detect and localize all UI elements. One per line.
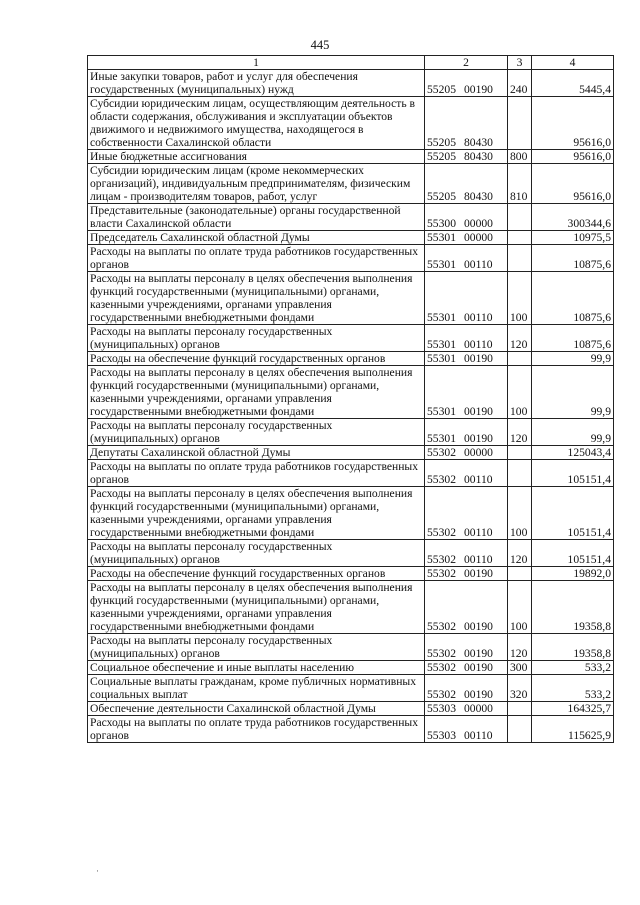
row-expense-type bbox=[508, 460, 532, 487]
header-col-3: 3 bbox=[508, 56, 532, 70]
row-code-section: 55303 bbox=[427, 702, 456, 715]
row-code-section: 55205 bbox=[427, 136, 456, 149]
row-code-section: 55302 bbox=[427, 647, 456, 660]
row-sum: 19892,0 bbox=[532, 567, 614, 581]
row-code-target: 00110 bbox=[463, 338, 493, 351]
row-expense-type: 240 bbox=[508, 70, 532, 97]
row-name: Расходы на выплаты по оплате труда работников государственных органов bbox=[88, 245, 425, 272]
row-code bbox=[425, 716, 508, 743]
row-sum: 95616,0 bbox=[532, 150, 614, 164]
row-expense-type bbox=[508, 702, 532, 716]
row-code-target: 00190 bbox=[463, 567, 493, 580]
row-expense-type: 100 bbox=[508, 366, 532, 419]
row-expense-type: 120 bbox=[508, 325, 532, 352]
row-name: Расходы на обеспечение функций государственных органов bbox=[88, 352, 425, 366]
row-code bbox=[425, 702, 508, 716]
row-code-section: 55301 bbox=[427, 231, 456, 244]
table-row bbox=[88, 352, 614, 366]
row-code-section: 55302 bbox=[427, 661, 456, 674]
row-code-section: 55205 bbox=[427, 190, 456, 203]
row-name: Расходы на выплаты по оплате труда работников государственных органов bbox=[88, 460, 425, 487]
table-row bbox=[88, 675, 614, 702]
row-expense-type bbox=[508, 204, 532, 231]
row-code-target: 00190 bbox=[463, 688, 493, 701]
row-sum: 99,9 bbox=[532, 366, 614, 419]
row-expense-type: 300 bbox=[508, 661, 532, 675]
row-code bbox=[425, 272, 508, 325]
row-code bbox=[425, 581, 508, 634]
row-code-section: 55301 bbox=[427, 352, 456, 365]
row-code-target: 00000 bbox=[463, 217, 493, 230]
row-name: Расходы на выплаты персоналу в целях обеспечения выполнения функций государственными (муниципальными) органами, казенными учреждениями, органами управления государственными внебюджетными фондами bbox=[88, 581, 425, 634]
row-code bbox=[425, 204, 508, 231]
row-code-section: 55302 bbox=[427, 473, 456, 486]
row-code-section: 55302 bbox=[427, 526, 456, 539]
row-code-target: 00190 bbox=[463, 352, 493, 365]
row-name: Расходы на выплаты по оплате труда работников государственных органов bbox=[88, 716, 425, 743]
row-sum: 300344,6 bbox=[532, 204, 614, 231]
row-code bbox=[425, 675, 508, 702]
row-expense-type: 120 bbox=[508, 540, 532, 567]
row-sum: 95616,0 bbox=[532, 164, 614, 204]
row-code-section: 55205 bbox=[427, 83, 456, 96]
table-row bbox=[88, 634, 614, 661]
row-name: Расходы на выплаты персоналу государственных (муниципальных) органов bbox=[88, 634, 425, 661]
row-sum: 5445,4 bbox=[532, 70, 614, 97]
row-code bbox=[425, 487, 508, 540]
row-code-target: 00190 bbox=[463, 83, 493, 96]
row-name: Субсидии юридическим лицам (кроме некоммерческих организаций), индивидуальным предпринимателям, физическим лицам - производителям товаров, работ, услуг bbox=[88, 164, 425, 204]
header-col-4: 4 bbox=[532, 56, 614, 70]
row-sum: 533,2 bbox=[532, 661, 614, 675]
row-sum: 10875,6 bbox=[532, 325, 614, 352]
row-expense-type: 120 bbox=[508, 419, 532, 446]
row-sum: 164325,7 bbox=[532, 702, 614, 716]
row-code bbox=[425, 634, 508, 661]
row-name: Расходы на выплаты персоналу государственных (муниципальных) органов bbox=[88, 540, 425, 567]
row-name: Расходы на выплаты персоналу государственных (муниципальных) органов bbox=[88, 325, 425, 352]
row-sum: 115625,9 bbox=[532, 716, 614, 743]
row-code-target: 00110 bbox=[463, 526, 493, 539]
header-col-1: 1 bbox=[88, 56, 425, 70]
row-name: Расходы на выплаты персоналу государственных (муниципальных) органов bbox=[88, 419, 425, 446]
row-code bbox=[425, 325, 508, 352]
row-sum: 125043,4 bbox=[532, 446, 614, 460]
row-name: Субсидии юридическим лицам, осуществляющим деятельность в области содержания, обслуживания и эксплуатации объектов движимого и недвижимого имущества, находящегося в собственности Сахалинской области bbox=[88, 97, 425, 150]
page-number: 445 bbox=[310, 38, 330, 52]
row-sum: 105151,4 bbox=[532, 540, 614, 567]
table-row bbox=[88, 540, 614, 567]
row-code-section: 55301 bbox=[427, 432, 456, 445]
table-row bbox=[88, 204, 614, 231]
row-name: Иные бюджетные ассигнования bbox=[88, 150, 425, 164]
row-code-target: 80430 bbox=[463, 136, 493, 149]
table-header-row bbox=[88, 56, 614, 70]
row-code-target: 00190 bbox=[463, 620, 493, 633]
row-name: Председатель Сахалинской областной Думы bbox=[88, 231, 425, 245]
row-code-section: 55301 bbox=[427, 311, 456, 324]
table-row bbox=[88, 231, 614, 245]
row-name: Расходы на обеспечение функций государственных органов bbox=[88, 567, 425, 581]
row-code bbox=[425, 352, 508, 366]
table-row bbox=[88, 446, 614, 460]
row-code-section: 55205 bbox=[427, 150, 456, 163]
row-code bbox=[425, 446, 508, 460]
row-code bbox=[425, 419, 508, 446]
row-code-target: 00000 bbox=[463, 702, 493, 715]
row-expense-type bbox=[508, 97, 532, 150]
row-expense-type: 320 bbox=[508, 675, 532, 702]
row-code-target: 00000 bbox=[463, 446, 493, 459]
row-code-target: 00110 bbox=[463, 729, 493, 742]
row-sum: 95616,0 bbox=[532, 97, 614, 150]
row-code-target: 00190 bbox=[463, 661, 493, 674]
row-sum: 19358,8 bbox=[532, 581, 614, 634]
row-code bbox=[425, 366, 508, 419]
header-col-2: 2 bbox=[425, 56, 508, 70]
table-row bbox=[88, 150, 614, 164]
table-row bbox=[88, 702, 614, 716]
table-row bbox=[88, 70, 614, 97]
row-code-target: 00110 bbox=[463, 473, 493, 486]
row-name: Депутаты Сахалинской областной Думы bbox=[88, 446, 425, 460]
table-body bbox=[88, 70, 614, 743]
row-sum: 10875,6 bbox=[532, 245, 614, 272]
row-expense-type bbox=[508, 567, 532, 581]
row-expense-type: 100 bbox=[508, 272, 532, 325]
row-expense-type bbox=[508, 716, 532, 743]
row-expense-type bbox=[508, 446, 532, 460]
row-code bbox=[425, 164, 508, 204]
row-code bbox=[425, 567, 508, 581]
row-code bbox=[425, 460, 508, 487]
table-row bbox=[88, 164, 614, 204]
row-sum: 10875,6 bbox=[532, 272, 614, 325]
row-code-target: 00190 bbox=[463, 432, 493, 445]
row-sum: 99,9 bbox=[532, 419, 614, 446]
table-row bbox=[88, 567, 614, 581]
row-code bbox=[425, 540, 508, 567]
table-row bbox=[88, 716, 614, 743]
row-code-target: 80430 bbox=[463, 150, 493, 163]
row-expense-type bbox=[508, 352, 532, 366]
table-row bbox=[88, 581, 614, 634]
row-expense-type bbox=[508, 245, 532, 272]
row-code-section: 55301 bbox=[427, 258, 456, 271]
row-code-target: 00110 bbox=[463, 311, 493, 324]
scan-mark: · bbox=[96, 866, 99, 876]
row-code-target: 00110 bbox=[463, 258, 493, 271]
row-code-section: 55301 bbox=[427, 338, 456, 351]
row-code-section: 55302 bbox=[427, 567, 456, 580]
table-row bbox=[88, 366, 614, 419]
row-code-target: 00190 bbox=[463, 647, 493, 660]
row-code-section: 55302 bbox=[427, 688, 456, 701]
row-code-target: 00000 bbox=[463, 231, 493, 244]
row-name: Обеспечение деятельности Сахалинской областной Думы bbox=[88, 702, 425, 716]
row-name: Иные закупки товаров, работ и услуг для обеспечения государственных (муниципальных) нужд bbox=[88, 70, 425, 97]
row-code bbox=[425, 70, 508, 97]
row-code bbox=[425, 245, 508, 272]
row-name: Представительные (законодательные) органы государственной власти Сахалинской области bbox=[88, 204, 425, 231]
row-sum: 533,2 bbox=[532, 675, 614, 702]
row-code-target: 00110 bbox=[463, 553, 493, 566]
row-code-section: 55302 bbox=[427, 553, 456, 566]
row-code-target: 80430 bbox=[463, 190, 493, 203]
row-expense-type: 100 bbox=[508, 581, 532, 634]
row-name: Расходы на выплаты персоналу в целях обеспечения выполнения функций государственными (муниципальными) органами, казенными учреждениями, органами управления государственными внебюджетными фондами bbox=[88, 272, 425, 325]
row-sum: 19358,8 bbox=[532, 634, 614, 661]
row-sum: 99,9 bbox=[532, 352, 614, 366]
row-code bbox=[425, 231, 508, 245]
row-code-section: 55302 bbox=[427, 446, 456, 459]
row-name: Социальное обеспечение и иные выплаты населению bbox=[88, 661, 425, 675]
table-row bbox=[88, 419, 614, 446]
row-expense-type: 800 bbox=[508, 150, 532, 164]
table-row bbox=[88, 97, 614, 150]
table-row bbox=[88, 487, 614, 540]
row-sum: 10975,5 bbox=[532, 231, 614, 245]
row-expense-type: 810 bbox=[508, 164, 532, 204]
row-sum: 105151,4 bbox=[532, 487, 614, 540]
table-row bbox=[88, 661, 614, 675]
row-code bbox=[425, 97, 508, 150]
table-row bbox=[88, 325, 614, 352]
row-code bbox=[425, 150, 508, 164]
table-row bbox=[88, 460, 614, 487]
row-code-section: 55301 bbox=[427, 405, 456, 418]
row-expense-type bbox=[508, 231, 532, 245]
row-expense-type: 100 bbox=[508, 487, 532, 540]
table-row bbox=[88, 272, 614, 325]
row-sum: 105151,4 bbox=[532, 460, 614, 487]
row-code-section: 55303 bbox=[427, 729, 456, 742]
row-name: Социальные выплаты гражданам, кроме публичных нормативных социальных выплат bbox=[88, 675, 425, 702]
table-row bbox=[88, 245, 614, 272]
row-code-section: 55302 bbox=[427, 620, 456, 633]
row-code bbox=[425, 661, 508, 675]
row-code-target: 00190 bbox=[463, 405, 493, 418]
row-code-section: 55300 bbox=[427, 217, 456, 230]
row-name: Расходы на выплаты персоналу в целях обеспечения выполнения функций государственными (муниципальными) органами, казенными учреждениями, органами управления государственными внебюджетными фондами bbox=[88, 366, 425, 419]
budget-table bbox=[87, 55, 614, 743]
row-expense-type: 120 bbox=[508, 634, 532, 661]
row-name: Расходы на выплаты персоналу в целях обеспечения выполнения функций государственными (муниципальными) органами, казенными учреждениями, органами управления государственными внебюджетными фондами bbox=[88, 487, 425, 540]
